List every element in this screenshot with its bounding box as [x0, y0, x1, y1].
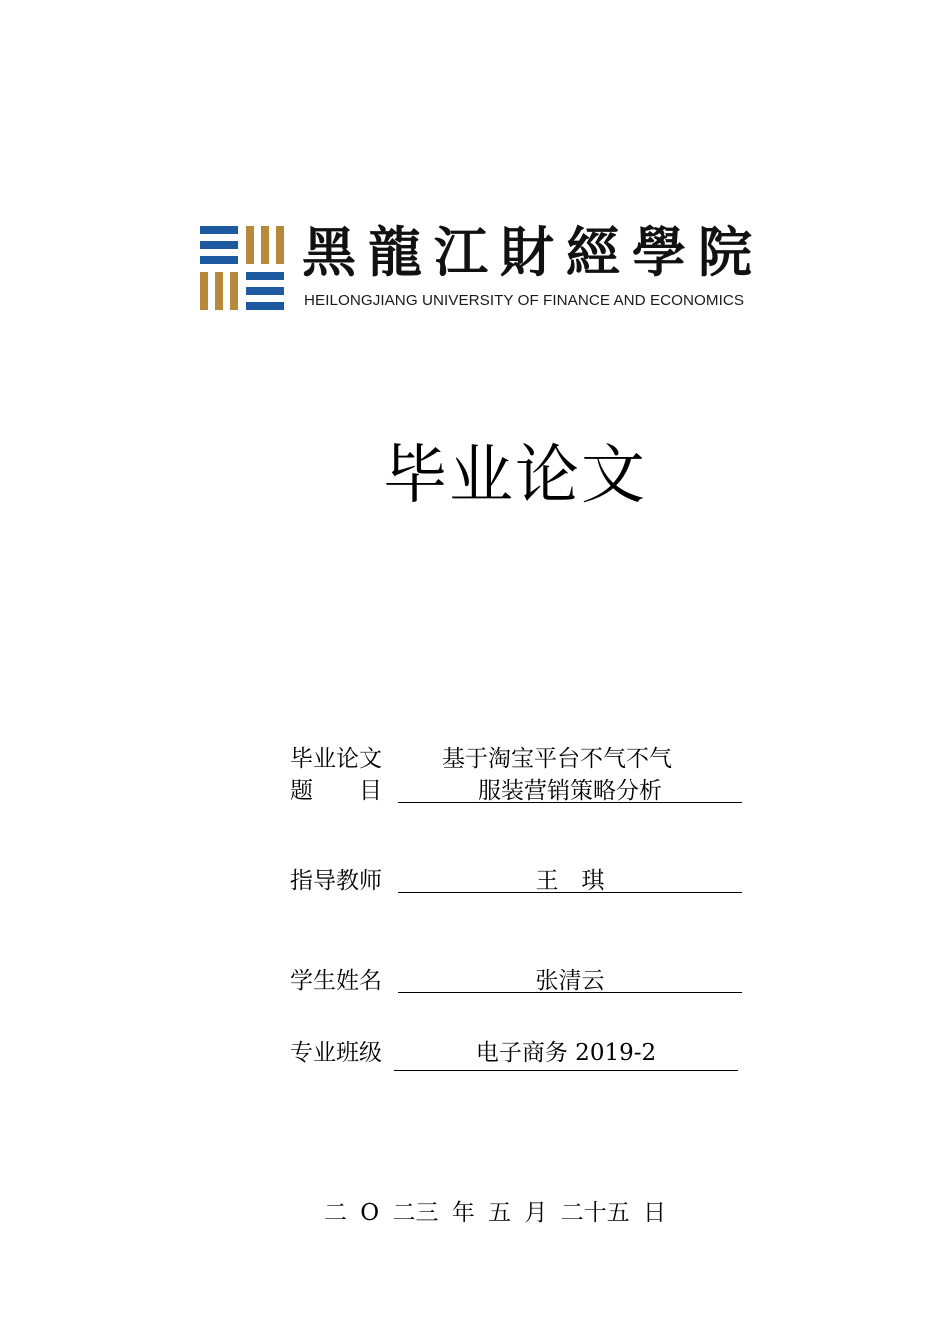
- major-class-value: 电子商务 2019-2: [475, 1040, 657, 1066]
- topic-label-line2: 题 目: [290, 778, 382, 804]
- advisor-label: 指导教师: [290, 868, 382, 894]
- university-name-english: HEILONGJIANG UNIVERSITY OF FINANCE AND ECONOMICS: [304, 292, 745, 309]
- document-title: 毕业论文: [383, 439, 647, 513]
- university-name-chinese: 黑龍江財經學院: [302, 220, 764, 284]
- topic-value-line2: 服装营销策略分析: [478, 778, 662, 804]
- advisor-value: 王 琪: [535, 868, 605, 894]
- topic-underline: [398, 802, 742, 803]
- university-logo: [200, 222, 780, 314]
- major-class-underline: [394, 1070, 738, 1071]
- student-name-value: 张清云: [535, 968, 605, 994]
- submission-date: 二 O 二三 年 五 月 二十五 日: [323, 1200, 667, 1226]
- university-emblem-icon: [200, 226, 286, 312]
- advisor-underline: [398, 892, 742, 893]
- topic-label-line1: 毕业论文: [290, 746, 382, 772]
- student-name-underline: [398, 992, 742, 993]
- student-name-label: 学生姓名: [290, 968, 382, 994]
- major-class-label: 专业班级: [290, 1040, 382, 1066]
- topic-value-line1: 基于淘宝平台不气不气: [442, 746, 672, 772]
